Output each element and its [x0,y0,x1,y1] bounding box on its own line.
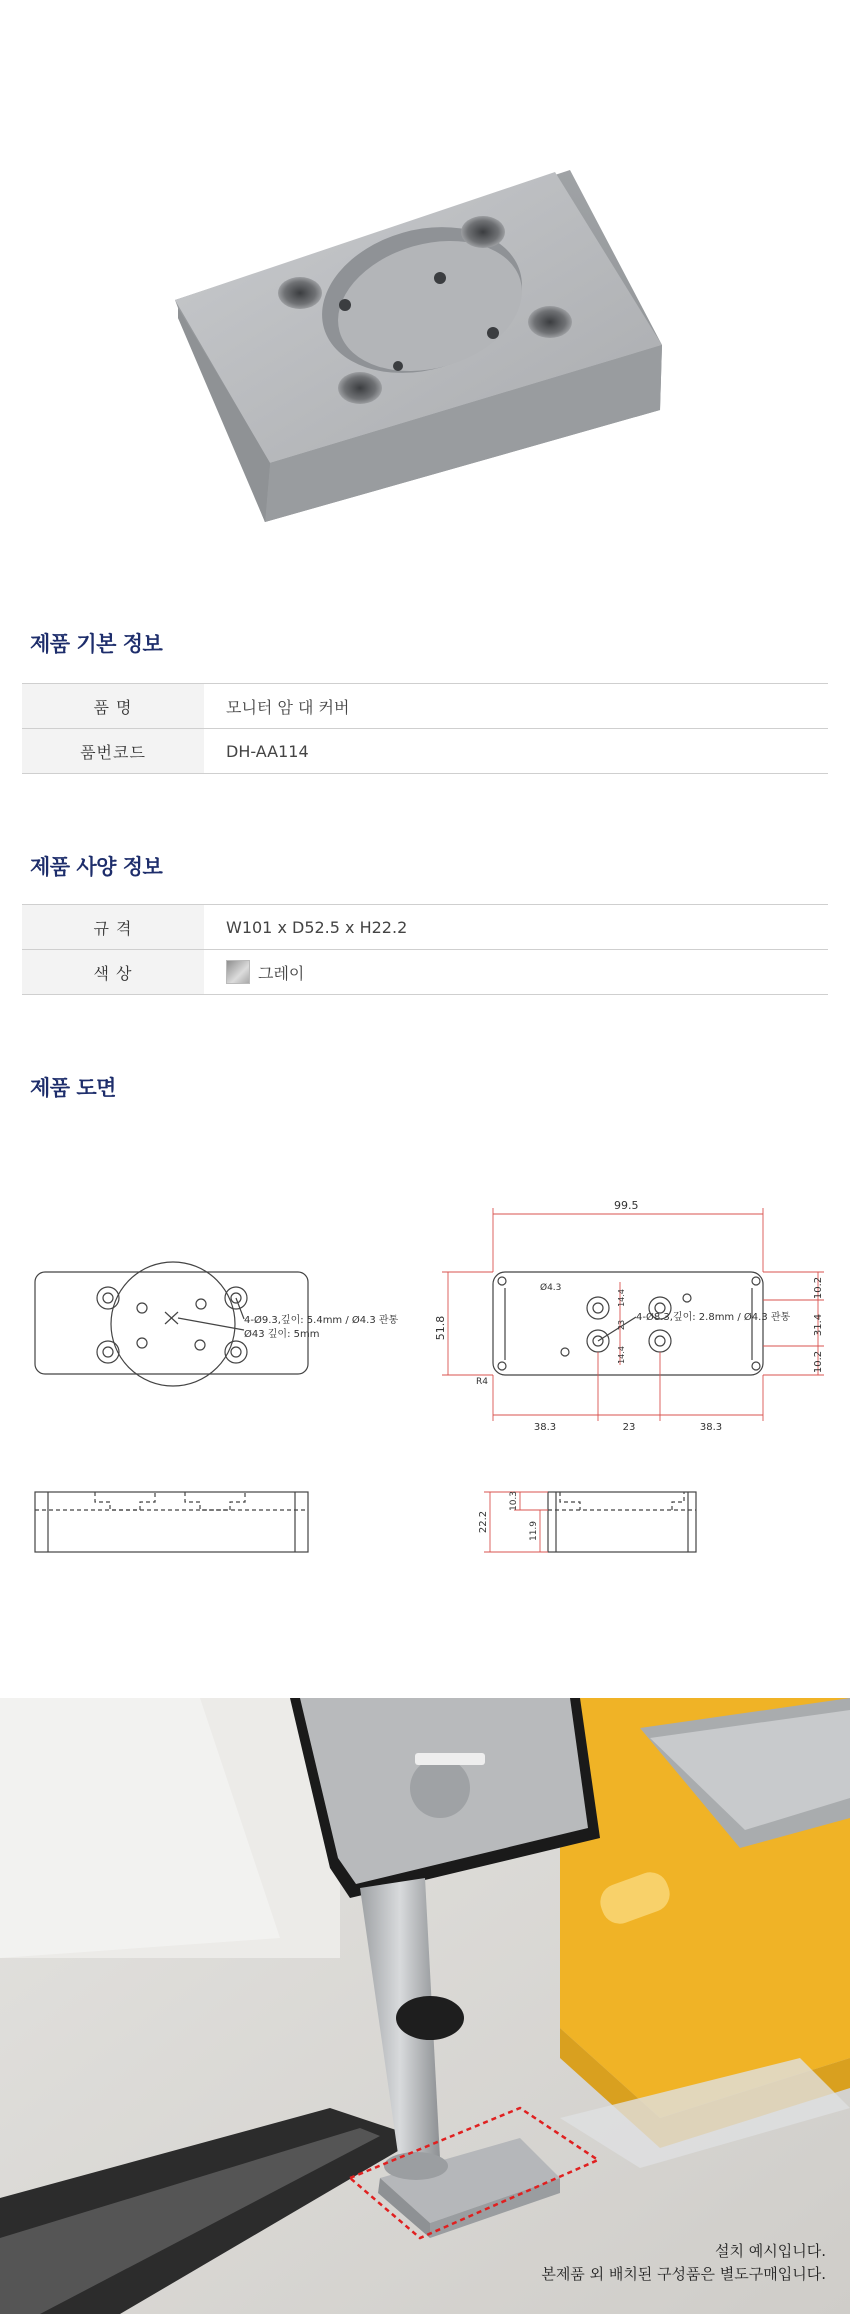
product-render [0,0,850,580]
photo-caption [541,2240,826,2286]
side-dim-a: 10.3 [509,1490,519,1512]
right-top-view [493,1272,763,1375]
dim-corner: R4 [476,1377,488,1387]
dim-left: 51.8 [434,1315,447,1341]
dim-hole-small: Ø4.3 [540,1283,562,1293]
row-value: W101 x D52.5 x H22.2 [226,917,408,937]
drawing-title: 제품 도면 [30,1076,116,1100]
row-label: 품번코드 [22,729,204,773]
table-row [22,684,828,729]
table-row [22,950,828,995]
dim-bottom-mid: 23 [622,1422,636,1433]
row-value [204,960,828,984]
row-label: 색 상 [22,950,204,994]
product-hero-image [0,0,850,580]
side-dim-total: 22.2 [478,1510,489,1534]
caption-line-2: 본제품 외 배치된 구성품은 별도구매입니다. [541,2265,826,2283]
basic-info-table [22,683,828,774]
spec-info-title: 제품 사양 정보 [30,855,163,879]
side-dim-b: 11.9 [529,1520,539,1542]
color-name: 그레이 [258,963,305,983]
row-label: 규 격 [22,905,204,949]
left-note-1: 4-Ø9.3,깊이: 5.4mm / Ø4.3 관통 [244,1315,399,1326]
table-row [22,905,828,950]
drawing-svg [0,1180,850,1600]
technical-drawing [0,1180,850,1600]
caption-line-1: 설치 예시입니다. [715,2242,826,2260]
dim-bottom-left: 38.3 [533,1422,557,1433]
dim-right-bottom: 10.2 [813,1350,824,1374]
dim-inner-mid: 23 [617,1319,626,1331]
installation-photo [0,1698,850,2314]
spec-info-table [22,904,828,995]
left-note-2: Ø43 깊이: 5mm [244,1329,320,1340]
basic-info-title: 제품 기본 정보 [30,632,163,656]
right-note: 4-Ø8.3,깊이: 2.8mm / Ø4.3 관통 [636,1312,791,1323]
left-side-view [35,1492,308,1552]
dim-bottom-right: 38.3 [699,1422,723,1433]
dim-inner-bottom: 14.4 [617,1346,626,1364]
row-label: 품 명 [22,684,204,728]
photo-illustration [0,1698,850,2314]
row-value: 모니터 암 대 커버 [226,697,350,717]
dim-right-mid: 31.4 [813,1313,824,1337]
table-row [22,729,828,774]
row-value: DH-AA114 [226,741,309,761]
color-swatch [226,960,250,984]
dim-inner-top: 14.4 [617,1289,626,1307]
right-side-view [548,1492,696,1552]
dim-right-top: 10.2 [813,1276,824,1300]
dim-top: 99.5 [614,1199,639,1212]
